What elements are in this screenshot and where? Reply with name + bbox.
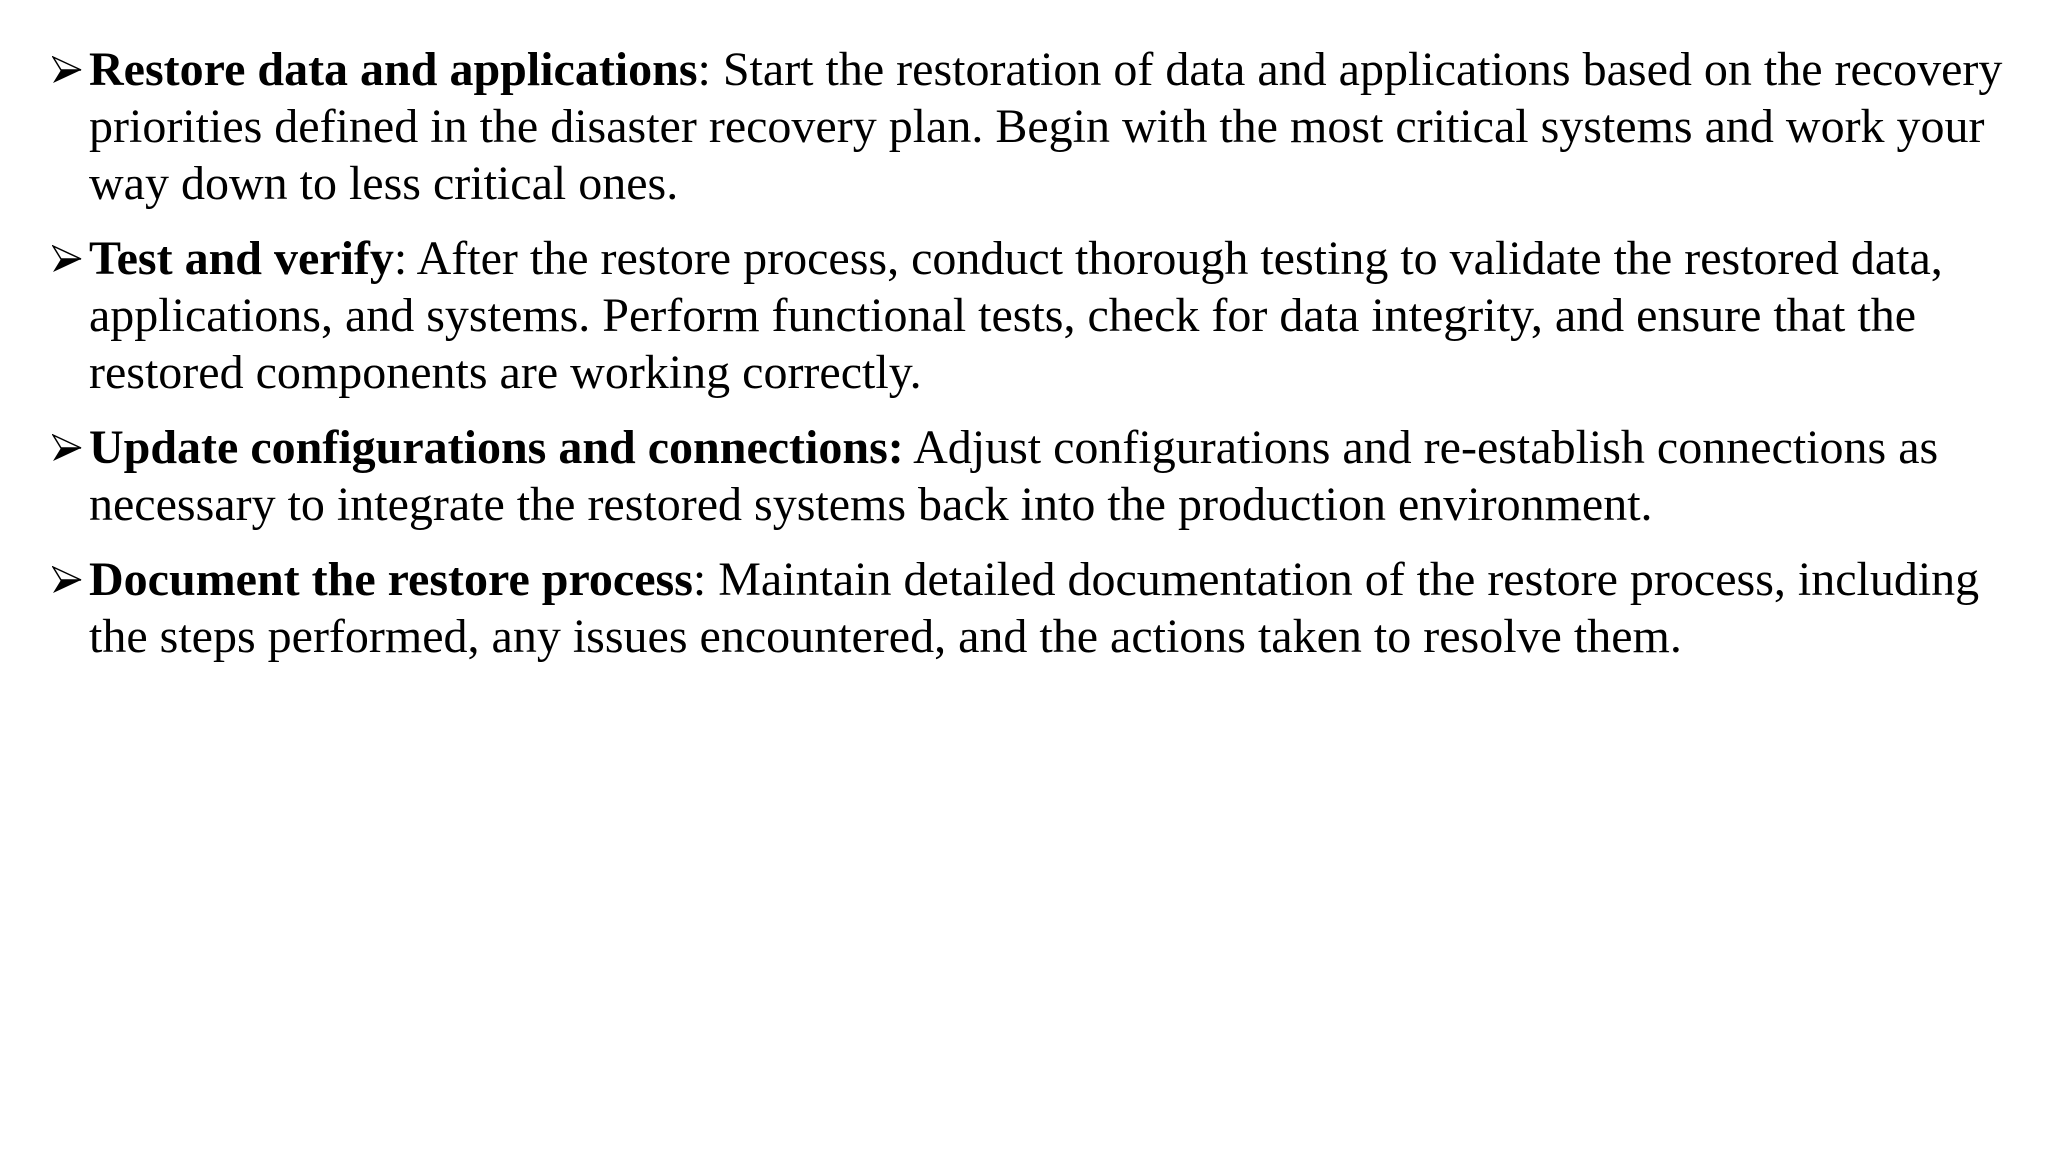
item-text: Start the restoration of data and applications based on the recovery priorities defined in the disaster recovery plan. Begin with the most critical systems and work your way down to less critical ones.: [89, 43, 2003, 210]
arrowhead-bullet-icon: [52, 419, 88, 476]
item-text: After the restore process, conduct thorough testing to validate the restored data, applications, and systems. Perform functional tests, check for data integrity, and ensure that the restored components are working correctly.: [89, 232, 1943, 399]
item-title: Restore data and applications: [89, 43, 698, 96]
item-separator: :: [697, 43, 711, 96]
list-item: [52, 230, 2022, 401]
item-title: Document the restore process: [89, 553, 693, 606]
arrowhead-bullet-icon: [52, 551, 88, 608]
arrowhead-bullet-icon: [52, 230, 88, 287]
arrowhead-bullet-icon: [52, 41, 88, 98]
item-title: Update configurations and connections:: [89, 421, 904, 474]
item-separator: :: [692, 553, 707, 606]
bullet-list: [52, 41, 2022, 683]
item-separator: :: [393, 232, 408, 285]
list-item: [52, 551, 2022, 665]
item-text: Adjust configurations and re-establish connections as necessary to integrate the restored systems back into the production environment.: [89, 421, 1939, 531]
item-title: Test and verify: [89, 232, 394, 285]
list-item: [52, 41, 2022, 212]
item-text: Maintain detailed documentation of the restore process, including the steps performed, any issues encountered, and the actions taken to resolve them.: [89, 553, 1980, 663]
list-item: [52, 419, 2022, 533]
